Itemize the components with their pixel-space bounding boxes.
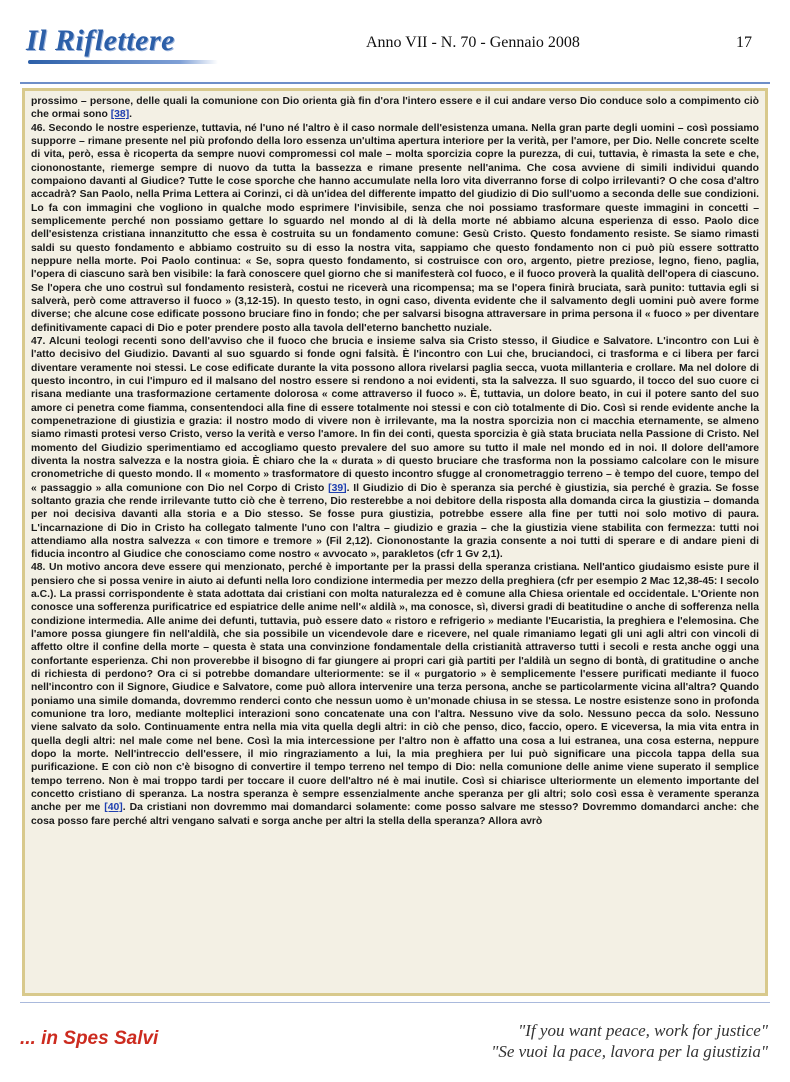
- article-paragraph: 48. Un motivo ancora deve essere qui menzionato, perché è importante per la prassi della speranza cristiana. Nell'antico giudaismo esiste pure il pensiero che si possa venire in aiuto ai defunti nella loro condizione intermedia per mezzo della preghiera (cfr per esempio 2 Mac 12,38-45: I secolo a.C.). La prassi corrispondente è stata adottata dai cristiani con molta naturalezza ed è comune alla Chiesa orientale ed occidentale. L'Oriente non conosce una sofferenza purificatrice ed espiatrice delle anime nell'« aldilà », ma conosce, sì, diversi gradi di beatitudine o anche di sofferenza nella condizione intermedia. Alle anime dei defunti, tuttavia, può essere dato « ristoro e refrigerio » mediante l'Eucaristia, la preghiera e l'elemosina. Che l'amore possa giungere fin nell'aldilà, che sia possibile un vicendevole dare e ricevere, nel quale rimaniamo legati gli uni agli altri con vincoli di affetto oltre il confine della morte – questa è stata una convinzione fondamentale della cristianità attraverso tutti i secoli e resta anche oggi una confortante esperienza. Chi non proverebbe il bisogno di far giungere ai propri cari già partiti per l'aldilà un segno di bontà, di gratitudine o anche di richiesta di perdono? Ora ci si potrebbe domandare ulteriormente: se il « purgatorio » è semplicemente l'essere purificati mediante il fuoco nell'incontro con il Signore, Giudice e Salvatore, come può allora intervenire una terza persona, anche se particolarmente vicina all'altra? Quando poniamo una simile domanda, dovremmo renderci conto che nessun uomo è un'monade chiusa in se stessa. Le nostre esistenze sono in profonda comunione tra loro, mediante molteplici interazioni sono concatenate una con l'altra. Nessuno vive da solo. Nessuno pecca da solo. Nessuno viene salvato da solo. Continuamente entra nella mia vita quella degli altri: in ciò che penso, dico, faccio, opero. E viceversa, la mia vita entra in quella degli altri: nel male come nel bene. Così la mia intercessione per l'altro non è affatto una cosa a lui estranea, una cosa esterna, neppure dopo la morte. Nell'intreccio dell'essere, il mio ringraziamento a lui, la mia preghiera per lui può significare una piccola tappa della sua purificazione. E con ciò non c'è bisogno di convertire il tempo terreno nel tempo di Dio: nella comunione delle anime viene superato il semplice tempo terreno. Non è mai troppo tardi per toccare il cuore dell'altro né è mai inutile. Così si chiarisce ulteriormente un elemento importante del concetto cristiano di speranza. La nostra speranza è sempre essenzialmente anche speranza per gli altri; solo così essa è veramente speranza anche per me [40]. Da cristiani non dovremmo mai domandarci solamente: come posso salvare me stesso? Dovremmo domandarci anche: che cosa posso fare perché altri vengano salvati e sorga anche per altri la stella della speranza? Allora avrò: [31, 562, 759, 827]
- issue-label: Anno VII - N. 70 - Gennaio 2008: [366, 34, 580, 51]
- article-paragraph: prossimo – persone, delle quali la comunione con Dio orienta già fin d'ora l'intero essere e il cui andare verso Dio conduce solo a compimento ciò che ormai sono [38].: [31, 96, 759, 121]
- header-rule: [20, 82, 770, 84]
- footer-quote-italian: "Se vuoi la pace, lavora per la giustizia": [491, 1042, 768, 1061]
- newsletter-logo: Il Riflettere: [26, 24, 175, 57]
- logo-swash: [28, 60, 218, 64]
- footer-rule: [20, 1002, 770, 1003]
- article-paragraph: 47. Alcuni teologi recenti sono dell'avviso che il fuoco che brucia e insieme salva sia Cristo stesso, il Giudice e Salvatore. L'incontro con Lui è l'atto decisivo del Giudizio. Davanti al suo sguardo si fonde ogni falsità. È l'incontro con Lui che, bruciandoci, ci trasforma e ci libera per farci diventare veramente noi stessi. Le cose edificate durante la vita possono allora rivelarsi paglia secca, vuota millanteria e crollare. Ma nel dolore di questo incontro, in cui l'impuro ed il malsano del nostro essere si rendono a noi evidenti, sta la salvezza. Il suo sguardo, il tocco del suo cuore ci risana mediante una trasformazione certamente dolorosa « come attraverso il fuoco ». È, tuttavia, un dolore beato, in cui il potere santo del suo amore ci penetra come fiamma, consentendoci alla fine di essere totalmente noi stessi e con ciò totalmente di Dio. Così si rende evidente anche la compenetrazione di giustizia e grazia: il nostro modo di vivere non è irrilevante, ma la nostra sporcizia non ci macchia eternamente, se almeno siamo rimasti protesi verso Cristo, verso la verità e verso l'amore. In fin dei conti, questa sporcizia è già stata bruciata nella Passione di Cristo. Nel momento del Giudizio sperimentiamo ed accogliamo questo prevalere del suo amore su tutto il male nel mondo ed in noi. Il dolore dell'amore diventa la nostra salvezza e la nostra gioia. È chiaro che la « durata » di questo bruciare che trasforma non la possiamo calcolare con le misure cronometriche di questo mondo. Il « momento » trasformatore di questo incontro sfugge al cronometraggio terreno – è tempo del cuore, tempo del « passaggio » alla comunione con Dio nel Corpo di Cristo [39]. Il Giudizio di Dio è speranza sia perché è giustizia, sia perché è grazia. Se fosse soltanto grazia che rende irrilevante tutto ciò che è terreno, Dio resterebbe a noi debitore della risposta alla domanda circa la giustizia – domanda per noi decisiva davanti alla storia e a Dio stesso. Se fosse pura giustizia, potrebbe essere alla fine per tutti noi solo motivo di paura. L'incarnazione di Dio in Cristo ha collegato talmente l'uno con l'altra – giudizio e grazia – che la giustizia viene stabilita con fermezza: tutti noi attendiamo alla nostra salvezza « con timore e tremore » (Fil 2,12). Ciononostante la grazia consente a noi tutti di sperare e di andare pieni di fiducia incontro al Giudice che conosciamo come nostro « avvocato », parakletos (cfr 1 Gv 2,1).: [31, 335, 759, 561]
- article-body: [31, 95, 759, 828]
- page-number: 17: [736, 34, 752, 51]
- footnote-reference-link[interactable]: [40]: [104, 802, 123, 814]
- footnote-reference-link[interactable]: [39]: [328, 482, 347, 494]
- footer-source: ... in Spes Salvi: [20, 1028, 159, 1049]
- masthead: [20, 22, 770, 66]
- footer-quote-english: "If you want peace, work for justice": [518, 1021, 768, 1040]
- article-paragraph: 46. Secondo le nostre esperienze, tuttavia, né l'uno né l'altro è il caso normale dell'esistenza umana. Nella gran parte degli uomini – così possiamo supporre – rimane presente nel più profondo della loro essenza un'ultima apertura interiore per la verità, per l'amore, per Dio. Nelle concrete scelte di vita, però, essa è ricoperta da sempre nuovi compromessi col male – molta sporcizia copre la purezza, di cui, tuttavia, è rimasta la sete e che, ciononostante, riemerge sempre di nuovo da tutta la bassezza e rimane presente nell'anima. Che cosa avviene di simili individui quando compaiono davanti al Giudice? Tutte le cose sporche che hanno accumulate nella loro vita diverranno forse di colpo irrilevanti? O che cosa d'altro accadrà? San Paolo, nella Prima Lettera ai Corinzi, ci dà un'idea del differente impatto del giudizio di Dio sull'uomo a seconda delle sue condizioni. Lo fa con immagini che vogliono in qualche modo esprimere l'invisibile, senza che noi possiamo trasformare queste immagini in concetti – semplicemente perché non possiamo gettare lo sguardo nel mondo al di là della morte né abbiamo alcuna esperienza di esso. Paolo dice dell'esistenza cristiana innanzitutto che essa è costruita su un fondamento comune: Gesù Cristo. Questo fondamento resiste. Se siamo rimasti saldi su questo fondamento e abbiamo costruito su di esso la nostra vita, sappiamo che questo fondamento non ci può più essere sottratto neppure nella morte. Poi Paolo continua: « Se, sopra questo fondamento, si costruisce con oro, argento, pietre preziose, legno, fieno, paglia, l'opera di ciascuno sarà ben visibile: la farà conoscere quel giorno che si manifesterà col fuoco, e il fuoco proverà la qualità dell'opera di ciascuno. Se l'opera che uno costruì sul fondamento resisterà, costui ne riceverà una ricompensa; ma se l'opera finirà bruciata, sarà punito: tuttavia egli si salverà, però come attraverso il fuoco » (3,12-15). In questo testo, in ogni caso, diventa evidente che il salvamento degli uomini può avere forme diverse; che alcune cose edificate possono bruciare fino in fondo; che per salvarsi bisogna attraversare in prima persona il « fuoco » per diventare definitivamente capaci di Dio e poter prendere posto alla tavola dell'eterno banchetto nuziale.: [31, 122, 759, 334]
- footer-quotes: [491, 1020, 768, 1062]
- article-frame: [22, 88, 768, 996]
- footnote-reference-link[interactable]: [38]: [110, 109, 130, 121]
